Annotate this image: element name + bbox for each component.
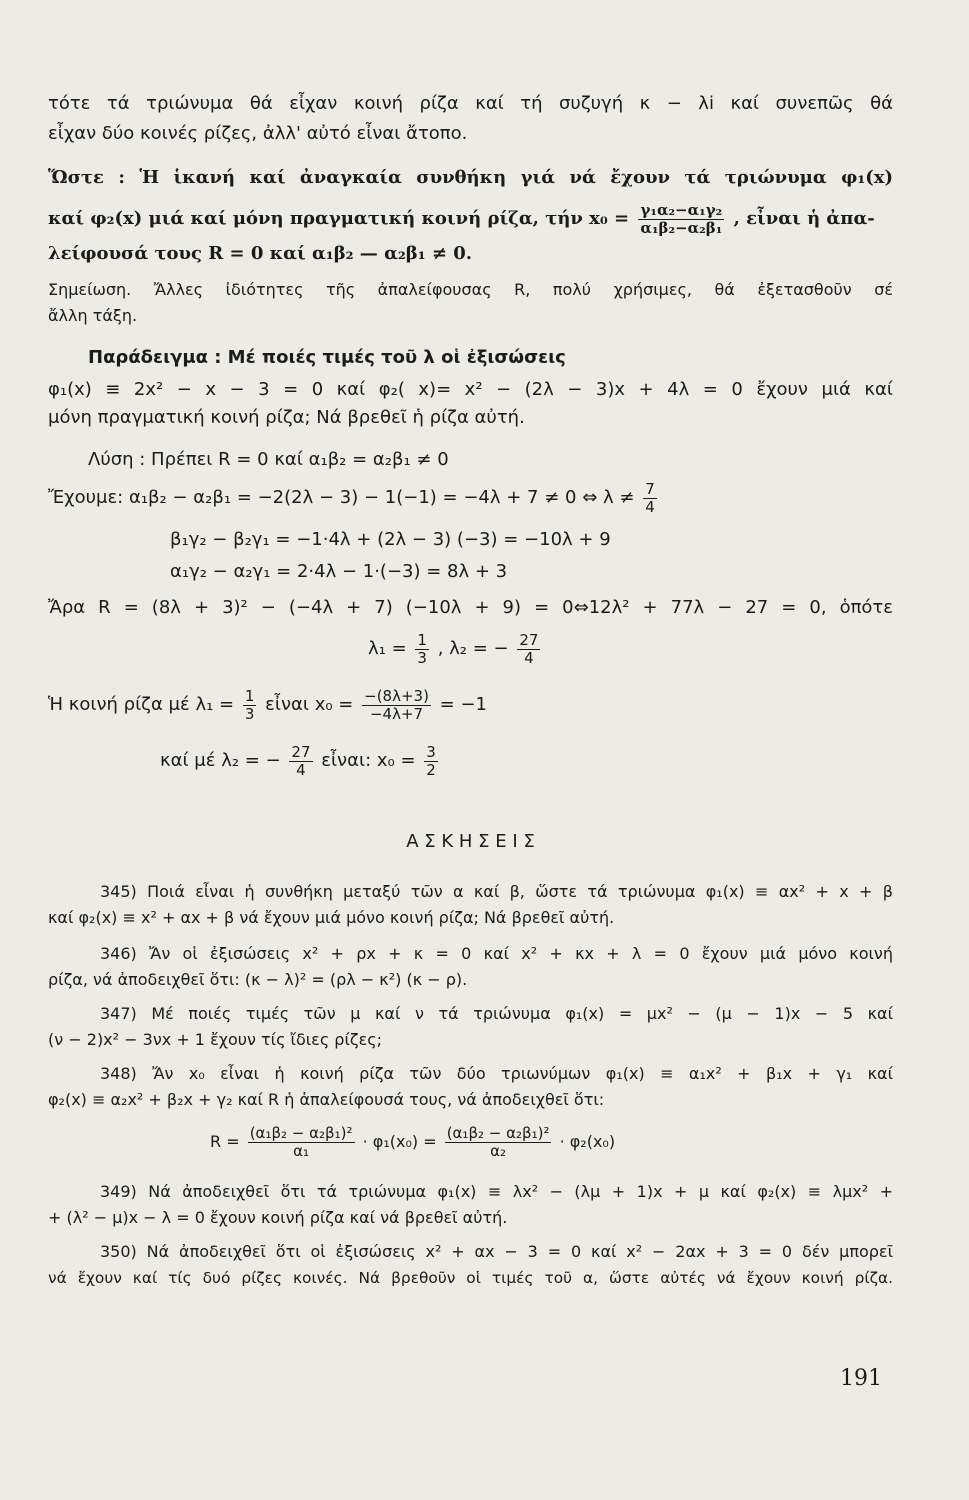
- theorem-text-a: καί φ₂(x) μιά καί μόνη πραγματική κοινή ρίζα, τήν x₀ =: [48, 208, 630, 229]
- root-lambda1-frac-num: 1: [244, 686, 255, 705]
- lambda1-frac: [415, 632, 429, 667]
- example-heading: Παράδειγμα : Μέ ποιές τιμές τοῦ λ οἱ ἐξισώσεις: [88, 347, 566, 368]
- e348-frac-1: [248, 1125, 355, 1160]
- root-lambda2-text: καί μέ λ₂ = −: [160, 750, 281, 771]
- e348-eq-a: R =: [210, 1132, 240, 1151]
- lambda2-frac-den: 4: [524, 648, 534, 667]
- e348-frac-2: [445, 1125, 552, 1160]
- exercise-348-line-2: φ₂(x) ≡ α₂x² + β₂x + γ₂ καί R ἡ ἀπαλείφουσά τους, νά ἀποδειχθεῖ ὅτι:: [48, 1090, 605, 1109]
- root-x0-frac-den: −4λ+7: [369, 704, 424, 723]
- exercise-347-line-1: 347) Μέ ποιές τιμές τῶν μ καί ν τά τριώνυμα φ₁(x) = μx² − (μ − 1)x − 5 καί: [100, 1004, 893, 1023]
- solution-frac-7-4-den: 4: [645, 497, 655, 516]
- root-lambda1-is: εἶναι x₀ =: [265, 694, 354, 715]
- exercise-348-equation: [210, 1120, 969, 1164]
- lambda2-label: , λ₂ = −: [437, 638, 509, 659]
- lambda1-frac-num: 1: [417, 630, 427, 649]
- solution-frac-7-4: [643, 481, 657, 516]
- theorem-line-2: [48, 200, 893, 238]
- lambda1-frac-den: 3: [417, 648, 427, 667]
- solution-line-7: [48, 684, 893, 726]
- exercises-heading: Α Σ Κ Η Σ Ε Ι Σ: [406, 831, 535, 852]
- page-number: 191: [840, 1366, 882, 1391]
- exercise-350-line-1: 350) Νά ἀποδειχθεῖ ὅτι οἱ ἐξισώσεις x² + αx − 3 = 0 καί x² − 2αx + 3 = 0 δέν μπορεῖ: [100, 1242, 893, 1261]
- root-x0-frac-num: −(8λ+3): [364, 686, 429, 705]
- root-x0-value: = −1: [439, 694, 488, 715]
- theorem-frac-den: α₁β₂−α₂β₁: [640, 218, 723, 237]
- e348-eq-b: · φ₁(x₀) =: [362, 1132, 437, 1151]
- root-x0b-frac-den: 2: [426, 760, 436, 779]
- e348-frac-1-den: α₁: [293, 1142, 310, 1160]
- exercise-349-line-2: + (λ² − μ)x − λ = 0 ἔχουν κοινή ρίζα καί νά βρεθεῖ αὐτή.: [48, 1208, 508, 1227]
- lambda1-label: λ₁ =: [368, 638, 407, 659]
- root-lambda1-frac-den: 3: [244, 704, 255, 723]
- root-lambda2-frac-num: 27: [291, 742, 311, 761]
- root-lambda2-frac-den: 4: [296, 760, 306, 779]
- exercise-345-line-1: 345) Ποιά εἶναι ἡ συνθήκη μεταξύ τῶν α καί β, ὥστε τά τριώνυμα φ₁(x) ≡ αx² + x + β: [100, 882, 893, 901]
- root-lambda2-is: εἶναι: x₀ =: [321, 750, 416, 771]
- e348-eq-c: · φ₂(x₀): [559, 1132, 616, 1151]
- solution-text-2: Ἔχουμε: α₁β₂ − α₂β₁ = −2(2λ − 3) − 1(−1) = −4λ + 7 ≠ 0 ⇔ λ ≠: [48, 487, 635, 508]
- theorem-line-1: Ὥστε : Ἡ ἱκανή καί ἀναγκαία συνθήκη γιά νά ἔχουν τά τριώνυμα φ₁(x): [48, 167, 893, 188]
- root-lambda2-frac: [289, 744, 312, 779]
- intro-line-1: τότε τά τριώνυμα θά εἶχαν κοινή ρίζα καί τή συζυγή κ − λi καί συνεπῶς θά: [48, 93, 893, 114]
- exercise-349-line-1: 349) Νά ἀποδειχθεῖ ὅτι τά τριώνυμα φ₁(x) ≡ λx² − (λμ + 1)x + μ καί φ₂(x) ≡ λμx² +: [100, 1182, 893, 1201]
- lambda2-frac-num: 27: [519, 630, 539, 649]
- exercise-346-line-1: 346) Ἄν οἱ ἐξισώσεις x² + ρx + κ = 0 καί x² + κx + λ = 0 ἔχουν μιά μόνο κοινή: [100, 944, 893, 963]
- e348-frac-1-num: (α₁β₂ − α₂β₁)²: [249, 1124, 353, 1142]
- note-line-1: Σημείωση. Ἄλλες ἰδιότητες τῆς ἀπαλείφουσας R, πολύ χρήσιμες, θά ἐξετασθοῦν σέ: [48, 280, 893, 299]
- theorem-frac-num: γ₁α₂−α₁γ₂: [638, 202, 724, 220]
- root-lambda1-frac: [243, 688, 257, 723]
- theorem-fraction: [638, 202, 724, 237]
- exercise-346-line-2: ρίζα, νά ἀποδειχθεῖ ὅτι: (κ − λ)² = (ρλ − κ²) (κ − ρ).: [48, 970, 468, 989]
- solution-line-2: [48, 478, 893, 518]
- solution-frac-7-4-num: 7: [645, 479, 655, 498]
- exercise-348-line-1: 348) Ἄν x₀ εἶναι ἡ κοινή ρίζα τῶν δύο τριωνύμων φ₁(x) ≡ α₁x² + β₁x + γ₁ καί: [100, 1064, 893, 1083]
- solution-line-4: α₁γ₂ − α₂γ₁ = 2·4λ − 1·(−3) = 8λ + 3: [170, 561, 508, 582]
- solution-line-5: Ἄρα R = (8λ + 3)² − (−4λ + 7) (−10λ + 9) = 0⇔12λ² + 77λ − 27 = 0, ὁπότε: [48, 597, 893, 618]
- root-x0-frac: [362, 688, 431, 723]
- exercise-350-line-2: νά ἔχουν καί τίς δυό ρίζες κοινές. Νά βρεθοῦν οἱ τιμές τοῦ α, ὥστε αὐτές νά ἔχουν κοινή ρίζα.: [48, 1269, 893, 1287]
- exercise-347-line-2: (ν − 2)x² − 3νx + 1 ἔχουν τίς ἴδιες ρίζες;: [48, 1030, 382, 1049]
- e348-frac-2-num: (α₁β₂ − α₂β₁)²: [446, 1124, 550, 1142]
- note-line-2: ἄλλη τάξη.: [48, 306, 138, 325]
- e348-frac-2-den: α₂: [490, 1142, 507, 1160]
- example-line-3: μόνη πραγματική κοινή ρίζα; Νά βρεθεῖ ἡ ρίζα αὐτή.: [48, 407, 525, 428]
- root-x0b-frac-num: 3: [426, 742, 436, 761]
- example-line-2: φ₁(x) ≡ 2x² − x − 3 = 0 καί φ₂( x)= x² − (2λ − 3)x + 4λ = 0 ἔχουν μιά καί: [48, 379, 893, 400]
- solution-line-3: β₁γ₂ − β₂γ₁ = −1·4λ + (2λ − 3) (−3) = −10λ + 9: [170, 529, 611, 550]
- solution-line-6: [368, 628, 969, 670]
- exercise-345-line-2: καί φ₂(x) ≡ x² + αx + β νά ἔχουν μιά μόνο κοινή ρίζα; Νά βρεθεῖ αὐτή.: [48, 908, 615, 927]
- solution-line-8: [160, 740, 969, 782]
- theorem-line-3: λείφουσά τους R = 0 καί α₁β₂ — α₂β₁ ≠ 0.: [48, 243, 473, 264]
- root-lambda1-text: Ἡ κοινή ρίζα μέ λ₁ =: [48, 694, 235, 715]
- lambda2-frac: [517, 632, 540, 667]
- theorem-text-b: , εἶναι ἡ ἀπα-: [733, 208, 875, 229]
- root-x0b-frac: [424, 744, 438, 779]
- solution-line-1: Λύση : Πρέπει R = 0 καί α₁β₂ = α₂β₁ ≠ 0: [88, 449, 449, 470]
- intro-line-2: εἶχαν δύο κοινές ρίζες, ἀλλ' αὐτό εἶναι ἄτοπο.: [48, 123, 468, 144]
- example-line-1: [88, 346, 933, 370]
